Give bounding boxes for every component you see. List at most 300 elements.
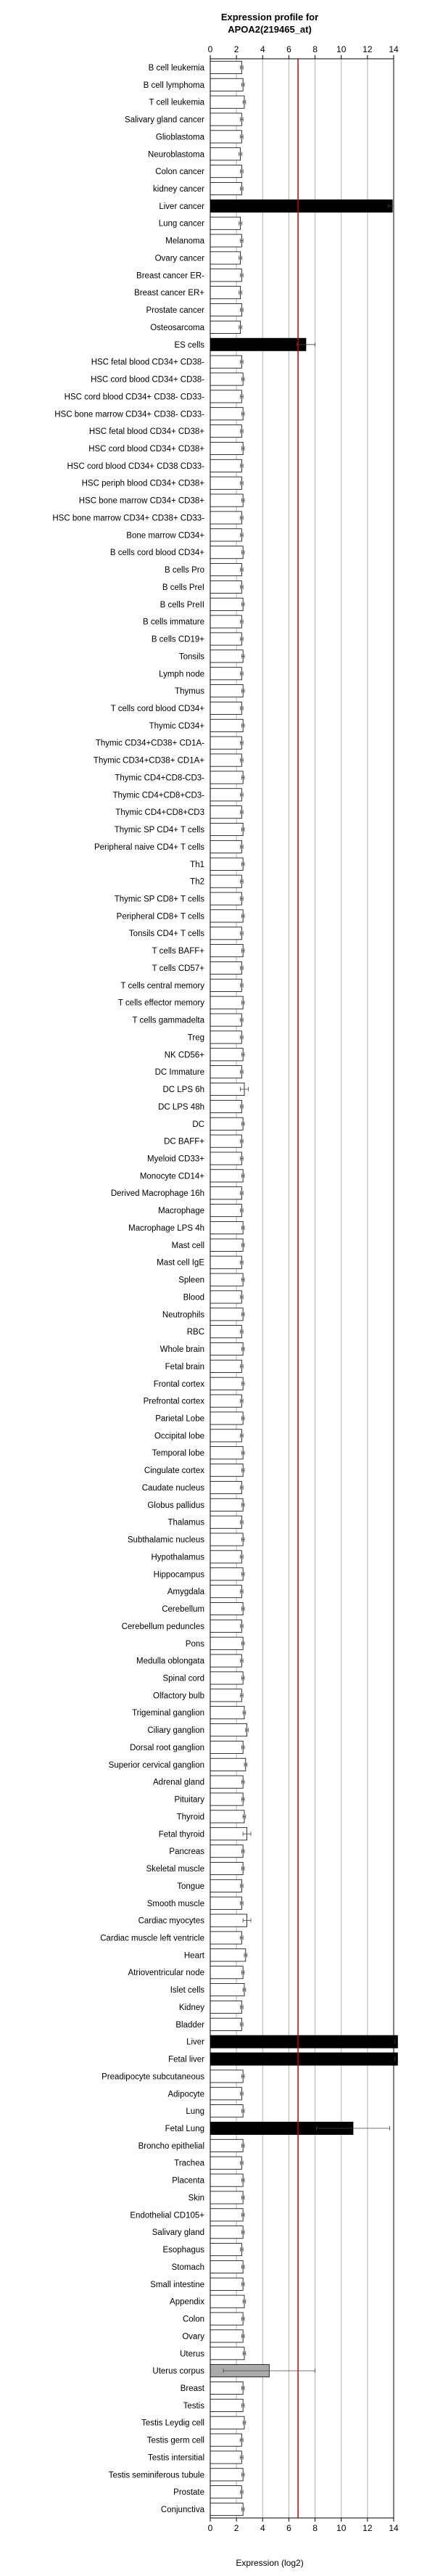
category-label-86: Hypothalamus xyxy=(151,1553,204,1562)
category-label-71: Blood xyxy=(183,1293,204,1303)
bar-68 xyxy=(210,1239,243,1251)
category-label-85: Subthalamic nucleus xyxy=(127,1535,204,1545)
bar-10 xyxy=(210,234,241,247)
category-label-30: B cells PreI xyxy=(162,583,204,592)
category-label-109: Heart xyxy=(183,1951,204,1961)
bar-52 xyxy=(210,961,241,974)
bar-70 xyxy=(210,1273,243,1286)
category-label-19: HSC cord blood CD34+ CD38- CD33- xyxy=(64,393,204,402)
category-label-101: Thyroid xyxy=(176,1813,204,1822)
category-label-10: Melanoma xyxy=(165,237,204,246)
bar-44 xyxy=(210,823,243,835)
bar-14 xyxy=(210,303,241,316)
bottom-tick-label-7: 14 xyxy=(389,2523,399,2533)
category-label-60: DC LPS 48h xyxy=(158,1102,204,1112)
category-label-50: Tonsils CD4+ T cells xyxy=(128,930,204,939)
category-label-64: Monocyte CD14+ xyxy=(139,1172,204,1181)
bar-27 xyxy=(210,529,241,541)
bar-46 xyxy=(210,858,243,870)
bar-104 xyxy=(210,1862,243,1874)
category-label-121: Trachea xyxy=(174,2159,204,2168)
bar-22 xyxy=(210,442,243,454)
category-label-97: Dorsal root ganglion xyxy=(130,1743,204,1752)
bar-110 xyxy=(210,1966,243,1979)
top-axis-ticks xyxy=(208,44,399,59)
bar-45 xyxy=(210,840,241,853)
bar-86 xyxy=(210,1551,241,1563)
bar-0 xyxy=(210,61,241,73)
category-label-132: Uterus xyxy=(180,2350,204,2359)
category-label-25: HSC bone marrow CD34+ CD38+ xyxy=(78,496,204,506)
chart-title-line-2: APOA2(219465_at) xyxy=(228,24,312,35)
bar-95 xyxy=(210,1707,244,1719)
category-label-1: B cell lymphoma xyxy=(143,81,204,90)
category-label-2: T cell leukemia xyxy=(149,98,204,107)
category-label-116: Preadipocyte subcutaneous xyxy=(102,2072,204,2082)
bar-31 xyxy=(210,598,243,610)
category-label-88: Amygdala xyxy=(167,1588,204,1597)
bar-84 xyxy=(210,1516,241,1528)
bar-23 xyxy=(210,459,241,472)
category-label-69: Mast cell IgE xyxy=(157,1258,204,1268)
category-label-103: Pancreas xyxy=(169,1847,204,1857)
category-label-17: HSC fetal blood CD34+ CD38- xyxy=(91,358,204,367)
category-label-115: Fetal liver xyxy=(168,2055,204,2064)
category-label-76: Frontal cortex xyxy=(153,1379,204,1389)
bar-132 xyxy=(210,2347,244,2360)
bar-50 xyxy=(210,927,241,940)
category-label-110: Atrioventricular node xyxy=(128,1969,204,1978)
bar-42 xyxy=(210,789,241,801)
bottom-tick-label-6: 12 xyxy=(362,2523,373,2533)
category-label-84: Thalamus xyxy=(167,1518,204,1527)
category-label-13: Breast cancer ER+ xyxy=(134,289,204,298)
category-label-100: Pituitary xyxy=(174,1795,204,1805)
bar-128 xyxy=(210,2278,243,2290)
category-label-9: Lung cancer xyxy=(158,219,204,229)
category-label-72: Neutrophils xyxy=(162,1310,204,1320)
bar-89 xyxy=(210,1602,243,1615)
category-label-139: Testis seminiferous tubule xyxy=(108,2471,204,2480)
category-label-28: B cells cord blood CD34+ xyxy=(109,549,204,558)
category-label-8: Liver cancer xyxy=(159,202,204,211)
bar-34 xyxy=(210,650,243,663)
bar-33 xyxy=(210,633,241,645)
category-label-39: Thymic CD34+CD38+ CD1A- xyxy=(95,739,204,748)
chart-title-line-1: Expression profile for xyxy=(220,12,319,22)
category-label-0: B cell leukemia xyxy=(148,63,204,73)
bar-35 xyxy=(210,668,241,680)
bar-100 xyxy=(210,1793,243,1805)
bar-64 xyxy=(210,1170,243,1182)
bar-16 xyxy=(210,338,306,350)
bar-7 xyxy=(210,182,241,194)
category-label-74: Whole brain xyxy=(160,1345,204,1355)
bar-48 xyxy=(210,893,241,905)
category-label-120: Broncho epithelial xyxy=(138,2141,204,2151)
category-label-93: Spinal cord xyxy=(162,1674,204,1683)
category-label-105: Tongue xyxy=(177,1882,204,1891)
category-label-117: Adipocyte xyxy=(167,2090,204,2099)
bars xyxy=(210,61,397,2515)
category-label-56: Treg xyxy=(187,1033,204,1043)
bar-56 xyxy=(210,1031,241,1043)
bar-81 xyxy=(210,1464,243,1477)
bar-101 xyxy=(210,1810,244,1823)
category-label-77: Prefrontal cortex xyxy=(143,1397,204,1406)
bar-39 xyxy=(210,737,241,749)
category-label-83: Globus pallidus xyxy=(147,1501,204,1510)
bar-94 xyxy=(210,1689,241,1702)
bar-53 xyxy=(210,979,241,991)
category-label-112: Kidney xyxy=(178,2003,204,2012)
category-label-36: Thymus xyxy=(175,687,204,697)
bar-9 xyxy=(210,217,241,229)
category-label-66: Macrophage xyxy=(158,1207,204,1216)
category-label-141: Conjunctiva xyxy=(160,2506,204,2515)
top-tick-label-3: 6 xyxy=(286,44,291,54)
category-label-78: Parietal Lobe xyxy=(155,1414,204,1424)
bar-96 xyxy=(210,1723,247,1736)
category-label-70: Spleen xyxy=(178,1276,204,1285)
top-tick-label-1: 2 xyxy=(233,44,239,54)
category-label-75: Fetal brain xyxy=(165,1362,204,1371)
bar-85 xyxy=(210,1533,243,1546)
category-label-114: Liver xyxy=(186,2038,204,2047)
bar-49 xyxy=(210,910,243,922)
bar-123 xyxy=(210,2191,243,2204)
category-label-18: HSC cord blood CD34+ CD38- xyxy=(91,375,204,385)
category-label-104: Skeletal muscle xyxy=(146,1865,204,1874)
bar-76 xyxy=(210,1377,243,1390)
bar-98 xyxy=(210,1758,246,1771)
bar-109 xyxy=(210,1949,246,1961)
category-label-106: Smooth muscle xyxy=(146,1899,204,1908)
category-label-126: Esophagus xyxy=(162,2246,204,2255)
category-label-32: B cells immature xyxy=(143,618,204,627)
bar-69 xyxy=(210,1256,241,1268)
bar-29 xyxy=(210,563,241,575)
category-label-87: Hippocampus xyxy=(153,1570,204,1580)
category-label-127: Stomach xyxy=(171,2263,204,2272)
bar-117 xyxy=(210,2088,241,2100)
category-label-57: NK CD56+ xyxy=(164,1051,204,1060)
bar-67 xyxy=(210,1221,243,1234)
category-label-24: HSC periph blood CD34+ CD38+ xyxy=(81,479,204,488)
bar-19 xyxy=(210,390,241,403)
category-label-138: Testis intersitial xyxy=(148,2453,204,2463)
category-label-102: Fetal thyroid xyxy=(158,1830,204,1839)
bar-75 xyxy=(210,1360,241,1372)
category-label-124: Endothelial CD105+ xyxy=(130,2211,204,2220)
bar-57 xyxy=(210,1049,243,1061)
category-label-12: Breast cancer ER- xyxy=(136,271,204,281)
bar-138 xyxy=(210,2451,241,2464)
category-label-43: Thymic CD4+CD8+CD3 xyxy=(115,808,204,818)
error-bars xyxy=(223,65,395,2511)
grid-lines xyxy=(236,59,368,2518)
bar-60 xyxy=(210,1100,241,1112)
category-label-38: Thymic CD34+ xyxy=(149,721,204,731)
bar-125 xyxy=(210,2226,243,2239)
category-label-90: Cerebellum peduncles xyxy=(121,1622,204,1631)
category-label-7: kidney cancer xyxy=(153,184,204,194)
bar-111 xyxy=(210,1983,244,1995)
category-label-119: Fetal Lung xyxy=(165,2125,204,2134)
category-label-47: Th2 xyxy=(190,877,204,887)
bar-82 xyxy=(210,1481,241,1493)
bar-129 xyxy=(210,2295,244,2308)
bar-139 xyxy=(210,2469,243,2481)
bar-118 xyxy=(210,2105,243,2117)
category-label-51: T cells BAFF+ xyxy=(152,947,204,956)
bar-90 xyxy=(210,1620,241,1632)
category-label-128: Small intestine xyxy=(150,2280,204,2289)
bar-120 xyxy=(210,2139,243,2152)
bar-40 xyxy=(210,754,241,766)
bar-66 xyxy=(210,1205,241,1217)
category-label-134: Breast xyxy=(180,2384,204,2394)
category-label-61: DC xyxy=(192,1120,204,1129)
bar-15 xyxy=(210,321,241,333)
bar-131 xyxy=(210,2330,243,2342)
bar-103 xyxy=(210,1845,243,1858)
category-label-98: Superior cervical ganglion xyxy=(108,1760,204,1770)
category-label-73: RBC xyxy=(186,1328,204,1337)
category-label-15: Osteosarcoma xyxy=(150,323,204,332)
bottom-tick-label-1: 2 xyxy=(233,2523,239,2533)
bar-38 xyxy=(210,719,243,731)
bar-113 xyxy=(210,2018,241,2030)
bar-114 xyxy=(210,2035,397,2048)
bottom-axis-ticks xyxy=(208,2518,399,2533)
category-label-133: Uterus corpus xyxy=(152,2367,204,2376)
category-label-62: DC BAFF+ xyxy=(164,1137,204,1147)
bar-91 xyxy=(210,1637,243,1649)
category-label-22: HSC cord blood CD34+ CD38+ xyxy=(88,444,204,454)
category-label-59: DC LPS 6h xyxy=(162,1086,204,1095)
category-label-33: B cells CD19+ xyxy=(151,635,204,644)
top-tick-label-6: 12 xyxy=(362,44,373,54)
bar-21 xyxy=(210,425,241,438)
bar-36 xyxy=(210,685,243,697)
bar-25 xyxy=(210,494,243,506)
bar-3 xyxy=(210,113,241,126)
category-label-35: Lymph node xyxy=(159,670,204,679)
category-label-21: HSC fetal blood CD34+ CD38+ xyxy=(88,427,204,437)
category-label-20: HSC bone marrow CD34+ CD38- CD33- xyxy=(54,410,204,419)
bar-4 xyxy=(210,131,241,143)
bar-55 xyxy=(210,1014,241,1026)
bar-112 xyxy=(210,2001,241,2013)
category-label-54: T cells effector memory xyxy=(117,998,204,1008)
category-label-4: Glioblastoma xyxy=(155,133,204,142)
category-label-131: Ovary xyxy=(182,2332,204,2342)
bar-115 xyxy=(210,2053,397,2065)
category-labels xyxy=(52,64,204,2514)
top-tick-label-2: 4 xyxy=(260,44,265,54)
bar-92 xyxy=(210,1654,241,1667)
bottom-tick-label-0: 0 xyxy=(207,2523,213,2533)
top-tick-label-5: 10 xyxy=(336,44,347,54)
bar-130 xyxy=(210,2313,243,2325)
bar-122 xyxy=(210,2174,243,2186)
category-label-137: Testis germ cell xyxy=(146,2436,204,2445)
category-label-26: HSC bone marrow CD34+ CD38+ CD33- xyxy=(52,514,204,523)
category-label-3: Salivary gland cancer xyxy=(125,115,204,125)
bottom-tick-label-3: 6 xyxy=(286,2523,291,2533)
category-label-45: Peripheral naive CD4+ T cells xyxy=(94,842,204,852)
bar-26 xyxy=(210,512,241,524)
bar-61 xyxy=(210,1117,243,1130)
category-label-37: T cells cord blood CD34+ xyxy=(110,704,204,713)
category-label-89: Cerebellum xyxy=(162,1605,204,1615)
category-label-48: Thymic SP CD8+ T cells xyxy=(114,895,204,904)
category-label-82: Caudate nucleus xyxy=(141,1483,204,1493)
category-label-31: B cells PreII xyxy=(160,600,204,610)
bar-5 xyxy=(210,148,241,160)
bar-30 xyxy=(210,581,241,593)
category-label-58: DC Immature xyxy=(154,1068,204,1078)
bar-65 xyxy=(210,1187,241,1199)
bar-106 xyxy=(210,1897,241,1909)
category-label-27: Bone marrow CD34+ xyxy=(126,531,204,541)
bar-107 xyxy=(210,1914,247,1927)
bar-43 xyxy=(210,806,241,819)
bar-80 xyxy=(210,1447,243,1459)
category-label-107: Cardiac myocytes xyxy=(138,1916,204,1926)
bar-108 xyxy=(210,1932,241,1944)
x-axis-label: Expression (log2) xyxy=(236,2558,304,2568)
bar-102 xyxy=(210,1828,247,1840)
bar-59 xyxy=(210,1083,244,1095)
bar-126 xyxy=(210,2243,241,2255)
bar-127 xyxy=(210,2260,243,2273)
bar-88 xyxy=(210,1586,241,1598)
category-label-67: Macrophage LPS 4h xyxy=(128,1223,204,1233)
bar-63 xyxy=(210,1152,241,1165)
category-label-46: Th1 xyxy=(190,860,204,869)
category-label-6: Colon cancer xyxy=(155,168,204,177)
category-label-94: Olfactory bulb xyxy=(153,1691,204,1701)
category-label-23: HSC cord blood CD34+ CD38 CD33- xyxy=(67,462,204,471)
category-label-63: Myeloid CD33+ xyxy=(147,1154,204,1164)
bar-62 xyxy=(210,1135,241,1147)
bar-121 xyxy=(210,2157,241,2169)
bar-97 xyxy=(210,1741,243,1753)
bar-24 xyxy=(210,477,241,489)
category-label-79: Occipital lobe xyxy=(154,1432,204,1441)
bar-74 xyxy=(210,1342,243,1355)
category-label-113: Bladder xyxy=(175,2020,204,2030)
category-label-49: Peripheral CD8+ T cells xyxy=(116,912,204,922)
bar-54 xyxy=(210,996,243,1009)
category-label-122: Placenta xyxy=(172,2176,204,2186)
bar-47 xyxy=(210,875,241,887)
category-label-80: Temporal lobe xyxy=(152,1449,204,1459)
bar-58 xyxy=(210,1066,241,1078)
bar-105 xyxy=(210,1879,241,1892)
bar-51 xyxy=(210,945,243,957)
category-label-14: Prostate cancer xyxy=(146,306,204,316)
category-label-96: Ciliary ganglion xyxy=(147,1726,204,1736)
category-label-65: Derived Macrophage 16h xyxy=(110,1189,204,1199)
category-label-95: Trigeminal ganglion xyxy=(132,1709,204,1718)
top-tick-label-0: 0 xyxy=(207,44,213,54)
bar-93 xyxy=(210,1672,243,1684)
bar-1 xyxy=(210,78,243,91)
bar-73 xyxy=(210,1326,241,1338)
bar-13 xyxy=(210,287,241,299)
bar-37 xyxy=(210,702,241,714)
bar-32 xyxy=(210,615,241,628)
category-label-111: Islet cells xyxy=(170,1986,204,1995)
category-label-40: Thymic CD34+CD38+ CD1A+ xyxy=(93,756,204,766)
category-label-92: Medulla oblongata xyxy=(136,1657,204,1666)
category-label-42: Thymic CD4+CD8+CD3- xyxy=(112,791,204,800)
category-label-11: Ovary cancer xyxy=(154,254,204,263)
category-label-140: Prostate xyxy=(173,2488,204,2498)
category-label-41: Thymic CD4+CD8-CD3- xyxy=(115,774,204,783)
category-label-123: Skin xyxy=(188,2194,204,2203)
bar-41 xyxy=(210,771,243,784)
bar-2 xyxy=(210,96,244,108)
top-tick-label-7: 14 xyxy=(389,44,399,54)
bar-72 xyxy=(210,1308,243,1321)
category-label-108: Cardiac muscle left ventricle xyxy=(100,1934,204,1943)
bar-124 xyxy=(210,2209,243,2221)
category-label-130: Colon xyxy=(182,2315,204,2324)
bar-18 xyxy=(210,373,243,385)
category-label-5: Neuroblastoma xyxy=(148,150,204,160)
bar-8 xyxy=(210,200,392,212)
bar-6 xyxy=(210,165,241,178)
category-label-125: Salivary gland xyxy=(152,2228,204,2238)
category-label-55: T cells gammadelta xyxy=(132,1016,204,1025)
category-label-68: Mast cell xyxy=(171,1241,204,1250)
category-label-129: Appendix xyxy=(170,2297,204,2307)
bar-28 xyxy=(210,546,243,559)
bar-99 xyxy=(210,1776,243,1788)
bar-137 xyxy=(210,2434,241,2446)
bar-136 xyxy=(210,2416,244,2429)
bar-78 xyxy=(210,1412,243,1424)
bar-87 xyxy=(210,1568,243,1580)
category-label-91: Pons xyxy=(185,1639,204,1649)
bar-79 xyxy=(210,1429,241,1442)
bar-20 xyxy=(210,408,243,420)
bottom-tick-label-4: 8 xyxy=(312,2523,318,2533)
category-label-44: Thymic SP CD4+ T cells xyxy=(114,826,204,835)
bar-134 xyxy=(210,2382,243,2394)
bar-140 xyxy=(210,2486,241,2498)
bar-135 xyxy=(210,2399,243,2411)
bar-116 xyxy=(210,2070,243,2083)
top-tick-label-4: 8 xyxy=(312,44,318,54)
category-label-99: Adrenal gland xyxy=(153,1778,204,1787)
bar-17 xyxy=(210,356,241,368)
bar-71 xyxy=(210,1291,241,1303)
category-label-118: Lung xyxy=(186,2107,204,2117)
category-label-52: T cells CD57+ xyxy=(152,964,204,973)
bottom-tick-label-2: 4 xyxy=(260,2523,265,2533)
bar-83 xyxy=(210,1498,243,1511)
bar-11 xyxy=(210,252,241,264)
category-label-16: ES cells xyxy=(174,340,204,350)
category-label-136: Testis Leydig cell xyxy=(141,2419,204,2428)
bar-141 xyxy=(210,2503,243,2515)
category-label-29: B cells Pro xyxy=(165,566,204,575)
